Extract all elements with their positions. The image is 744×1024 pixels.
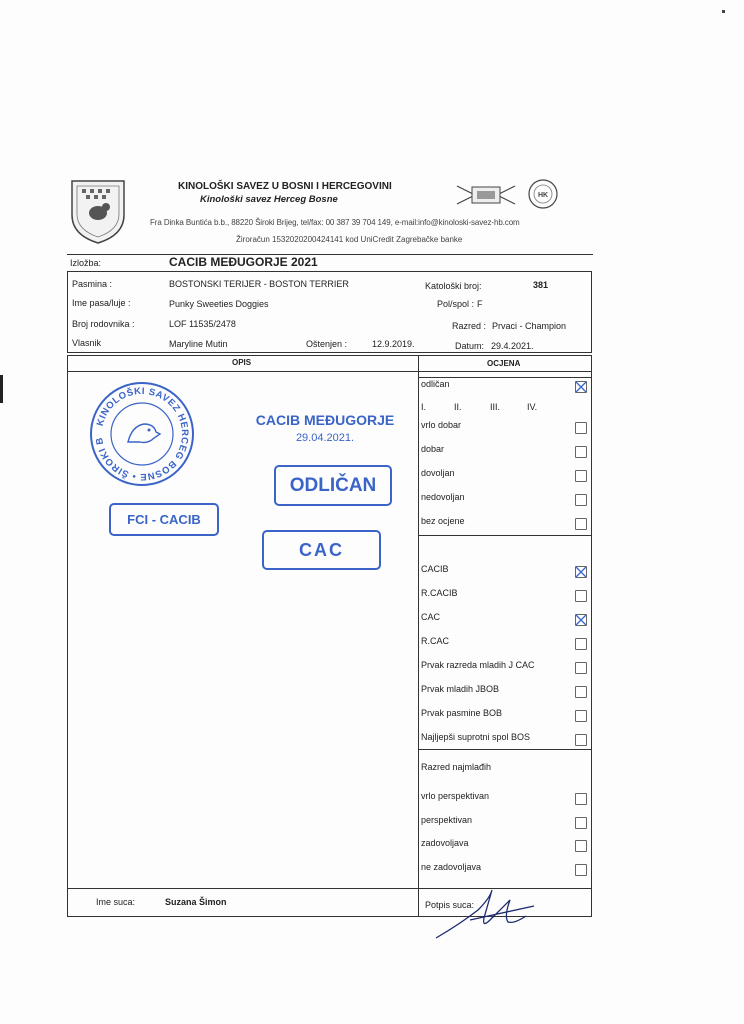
- ocjena-header: OCJENA: [487, 359, 521, 368]
- placing-3: III.: [490, 402, 501, 412]
- rule-top: [67, 254, 593, 255]
- youngest-header: Razred najmlađih: [421, 762, 492, 772]
- youngest-label: zadovoljava: [421, 838, 469, 848]
- grade-checkbox[interactable]: [575, 518, 587, 530]
- youngest-label: perspektivan: [421, 814, 473, 825]
- title-label: CAC: [421, 612, 441, 622]
- title-checkbox[interactable]: [575, 614, 587, 626]
- grade-checkbox[interactable]: [575, 470, 587, 482]
- signature-label: Potpis suca:: [425, 900, 475, 910]
- grade-checkbox[interactable]: [575, 446, 587, 458]
- hk-emblem: [527, 178, 559, 210]
- date-label: Datum:: [455, 341, 485, 351]
- stamp-event-date: 29.04.2021.: [295, 432, 355, 444]
- youngest-label: ne zadovoljava: [421, 861, 482, 872]
- title-label: Prvak razreda mladih J CAC: [421, 660, 535, 670]
- grade-checkbox[interactable]: [575, 422, 587, 434]
- title-label: Prvak mladih JBOB: [421, 684, 500, 694]
- title-label: R.CAC: [421, 636, 450, 646]
- title-checkbox[interactable]: [575, 686, 587, 698]
- stamp-event-name: CACIB MEĐUGORJE: [255, 412, 395, 428]
- stamp-fci-cacib: FCI - CACIB: [109, 503, 219, 536]
- judge-signature: [430, 880, 540, 942]
- class-label: Razred :: [452, 321, 487, 331]
- placing-2: II.: [454, 402, 462, 412]
- title-checkbox[interactable]: [575, 638, 587, 650]
- judge-label: Ime suca:: [96, 897, 136, 907]
- breed-label: Pasmina :: [72, 279, 113, 289]
- address-line: Fra Dinka Buntića b.b., 88220 Široki Brijeg, tel/fax: 00 387 39 704 149, e-mail:info@kinoloski-savez-hb.com: [150, 218, 520, 227]
- federation-logo: [68, 177, 128, 245]
- scan-dot: [722, 10, 725, 13]
- scan-edge: [0, 375, 3, 403]
- title-checkbox[interactable]: [575, 566, 587, 578]
- title-label: Prvak pasmine BOB: [421, 708, 503, 718]
- title-checkbox[interactable]: [575, 662, 587, 674]
- sex-value: F: [477, 299, 483, 309]
- grade-label: nedovoljan: [421, 492, 465, 502]
- youngest-checkbox[interactable]: [575, 817, 587, 829]
- catalog-value: 381: [533, 280, 549, 290]
- youngest-checkbox[interactable]: [575, 864, 587, 876]
- round-seal-stamp: [88, 380, 196, 488]
- breed-value: BOSTONSKI TERIJER - BOSTON TERRIER: [169, 279, 349, 289]
- born-label: Oštenjen :: [306, 339, 348, 349]
- kennel-value: Punky Sweeties Doggies: [169, 299, 269, 309]
- title-checkbox[interactable]: [575, 590, 587, 602]
- owner-value: Maryline Mutin: [169, 339, 228, 349]
- youngest-checkbox[interactable]: [575, 793, 587, 805]
- section-header-rule: [67, 371, 592, 372]
- seal-ring-text: KINOLOŠKI SAVEZ HERCEG BOSNE • ŠIROKI B: [94, 385, 191, 483]
- stamp-odlican: ODLIČAN: [274, 465, 392, 506]
- title-checkbox[interactable]: [575, 710, 587, 722]
- date-value: 29.4.2021.: [491, 341, 534, 351]
- show-label: Izložba:: [70, 258, 102, 268]
- pedigree-value: LOF 11535/2478: [169, 319, 236, 329]
- show-name: CACIB MEĐUGORJE 2021: [169, 255, 318, 269]
- placing-1: I.: [421, 402, 427, 412]
- org-name: KINOLOŠKI SAVEZ U BOSNI I HERCEGOVINI: [178, 181, 392, 192]
- catalog-label: Katološki broj:: [425, 281, 482, 291]
- grade-label: bez ocjene: [421, 516, 465, 526]
- rating-rule-1: [418, 377, 592, 378]
- title-checkbox[interactable]: [575, 734, 587, 746]
- excellent-checkbox[interactable]: [575, 381, 587, 393]
- kennel-label: Ime pasa/luje :: [72, 298, 131, 308]
- stamp-cac: CAC: [262, 530, 381, 570]
- org-subtitle: Kinološki savez Herceg Bosne: [200, 194, 338, 205]
- youngest-checkbox[interactable]: [575, 840, 587, 852]
- grade-label: dobar: [421, 444, 445, 454]
- title-label: CACIB: [421, 564, 449, 574]
- grade-checkbox[interactable]: [575, 494, 587, 506]
- grade-label: dovoljan: [421, 468, 455, 478]
- judge-name: Suzana Šimon: [165, 897, 227, 907]
- fci-emblem: [455, 180, 517, 210]
- rating-excellent-label: odličan: [421, 379, 450, 389]
- born-value: 12.9.2019.: [372, 339, 415, 349]
- column-divider: [418, 355, 419, 917]
- opis-header: OPIS: [232, 358, 252, 367]
- svg-text:HK: HK: [537, 192, 549, 199]
- sex-label: Pol/spol :: [437, 299, 475, 309]
- pedigree-label: Broj rodovnika :: [72, 319, 135, 329]
- owner-label: Vlasnik: [72, 338, 102, 348]
- rating-rule-2: [418, 535, 592, 536]
- title-label: Najljepši suprotni spol BOS: [421, 732, 531, 742]
- grade-label: vrlo dobar: [421, 420, 462, 430]
- rating-rule-3: [418, 749, 592, 750]
- class-value: Prvaci - Champion: [492, 321, 567, 331]
- placing-4: IV.: [527, 402, 538, 412]
- bank-line: Žiroračun 1532020200424141 kod UniCredit Zagrebačke banke: [236, 235, 463, 244]
- title-label: R.CACIB: [421, 588, 458, 598]
- youngest-label: vrlo perspektivan: [421, 791, 490, 801]
